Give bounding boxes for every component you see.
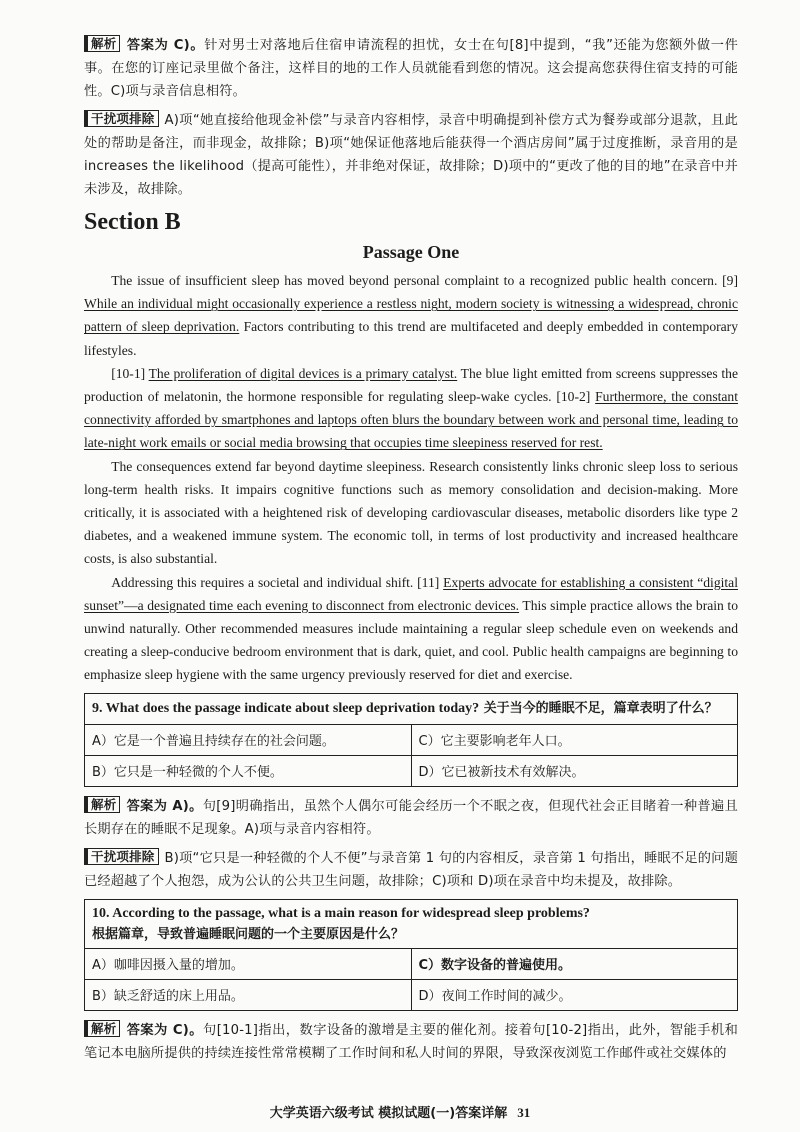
- question-9-table: [84, 693, 738, 787]
- analysis-tag: 解析: [84, 35, 120, 52]
- passage-text: The issue of insufficient sleep has moved beyond personal complaint to a recognized public health concern. [9]: [111, 273, 738, 288]
- option-d: D）它已被新技术有效解决。: [411, 755, 738, 786]
- distractor-tag: 干扰项排除: [84, 110, 159, 127]
- passage-text: The consequences extend far beyond daytime sleepiness. Research consistently links chronic sleep loss to serious long-term health risks. It impairs cognitive functions such as memory consolidation and decision-making. More critically, it is associated with a heightened risk of developing cardiovascular diseases, metabolic disorders like type 2 diabetes, and a weakened immune system. The economic toll, in terms of lost productivity and increased healthcare costs, is also substantial.: [84, 458, 738, 567]
- option-d: D）夜间工作时间的减少。: [411, 979, 738, 1010]
- analysis-text: 针对男士对落地后住宿申请流程的担忧，女士在句[8]中提到，“我”还能为您额外做一件事。在您的订座记录里做个备注，这样目的地的工作人员就能看到您的情况。这会提高您获得住宿支持的可能性。C)项与录音信息相符。: [84, 38, 739, 99]
- passage-text: The blue light emitted from screens suppresses the production of melatonin, the hormone responsible for regulating sleep-wake cycles. [10-2]: [84, 365, 738, 405]
- passage-paragraph: [84, 269, 738, 362]
- distractor-tag: 干扰项排除: [84, 848, 159, 865]
- analysis-q9: [84, 795, 738, 841]
- analysis-tag: 解析: [84, 1020, 120, 1037]
- passage-paragraph: [84, 571, 738, 687]
- passage-title: Passage One: [362, 242, 460, 262]
- passage-text: Addressing this requires a societal and individual shift. [11]: [111, 574, 444, 590]
- answer-label: 答案为 C)。: [126, 1022, 203, 1038]
- option-c: C）它主要影响老年人口。: [411, 724, 738, 755]
- analysis-text: 句[9]明确指出，虽然个人偶尔可能会经历一个不眠之夜，但现代社会正目睹着一种普遍且长期存在的睡眠不足现象。A)项与录音内容相符。: [84, 798, 738, 837]
- distractor-text: A)项“她直接给他现金补偿”与录音内容相悖，录音中明确提到补偿方式为餐券或部分退款，且此处的帮助是备注，而非现金，故排除；B)项“她保证他落地后能获得一个酒店房间”属于过度推断，录音用的是 increases the likelihood（提高可能性），并非绝对保证，故排除；D)项中的“更改了他的目的地”在录音中并未涉及，故排除。: [84, 113, 738, 197]
- analysis-q10: [84, 1019, 738, 1065]
- option-a: A）它是一个普遍且持续存在的社会问题。: [85, 724, 412, 755]
- question-stem: [85, 693, 738, 724]
- option-c: C）数字设备的普遍使用。: [411, 948, 738, 979]
- question-stem-cn: 根据篇章，导致普遍睡眠问题的一个主要原因是什么？: [92, 926, 405, 942]
- underlined-sentence: The proliferation of digital devices is a primary catalyst.: [148, 365, 458, 381]
- analysis-tag: 解析: [84, 796, 120, 813]
- question-10-table: [84, 899, 738, 1011]
- distractor-q9: [84, 847, 738, 893]
- page-number: 31: [517, 1105, 531, 1120]
- underlined-sentence: Experts advocate for establishing a consistent “digital sunset”—a designated time each evening to disconnect from electronic devices.: [84, 574, 738, 613]
- question-stem: [85, 899, 738, 948]
- question-stem-en: 10. According to the passage, what is a main reason for widespread sleep problems?: [92, 905, 590, 921]
- analysis-q8: [84, 34, 738, 103]
- answer-label: 答案为 C)。: [126, 38, 205, 53]
- passage-text: [10-1]: [111, 365, 149, 381]
- distractor-text: B)项“它只是一种轻微的个人不便”与录音第 1 句的内容相反，录音第 1 句指出，睡眠不足的问题已经超越了个人抱怨，成为公认的公共卫生问题，故排除；C)项和 D)项在录音中均未提及，故排除。: [84, 850, 738, 889]
- question-stem-en: 9. What does the passage indicate about sleep deprivation today?: [92, 701, 480, 717]
- page-footer: [0, 1102, 800, 1121]
- passage-text: This simple practice allows the brain to unwind naturally. Other recommended measures include maintaining a regular sleep schedule even on weekends and creating a sleep-conducive bedroom environment that is dark, quiet, and cool. Public health campaigns are beginning to emphasize sleep hygiene with the same urgency previously reserved for diet and exercise.: [84, 597, 739, 683]
- passage-text: Factors contributing to this trend are multifaceted and deeply embedded in contemporary lifestyles.: [84, 319, 738, 358]
- passage-paragraph: [84, 362, 738, 455]
- section-title: Section B: [84, 209, 181, 235]
- question-stem-cn: 关于当今的睡眠不足，篇章表明了什么？: [479, 701, 718, 717]
- option-b: B）缺乏舒适的床上用品。: [85, 979, 412, 1010]
- footer-title: 大学英语六级考试 模拟试题(一)答案详解: [269, 1106, 508, 1121]
- underlined-sentence: Furthermore, the constant connectivity afforded by smartphones and laptops often blurs the boundary between work and personal time, leading to late-night work emails or social media browsing that occupies time sleepiness reserved for rest.: [84, 389, 738, 451]
- distractor-q8: [84, 109, 738, 201]
- option-a: A）咖啡因摄入量的增加。: [85, 948, 412, 979]
- passage-paragraph: [84, 455, 738, 571]
- underlined-sentence: While an individual might occasionally experience a restless night, modern society is witnessing a widespread, chronic pattern of sleep deprivation.: [84, 296, 738, 335]
- analysis-text: 句[10-1]指出，数字设备的激增是主要的催化剂。接着句[10-2]指出，此外，智能手机和笔记本电脑所提供的持续连接性常常模糊了工作时间和私人时间的界限，导致深夜浏览工作邮件或社交媒体的: [84, 1022, 739, 1061]
- option-b: B）它只是一种轻微的个人不便。: [85, 755, 412, 786]
- answer-label: 答案为 A)。: [126, 798, 203, 814]
